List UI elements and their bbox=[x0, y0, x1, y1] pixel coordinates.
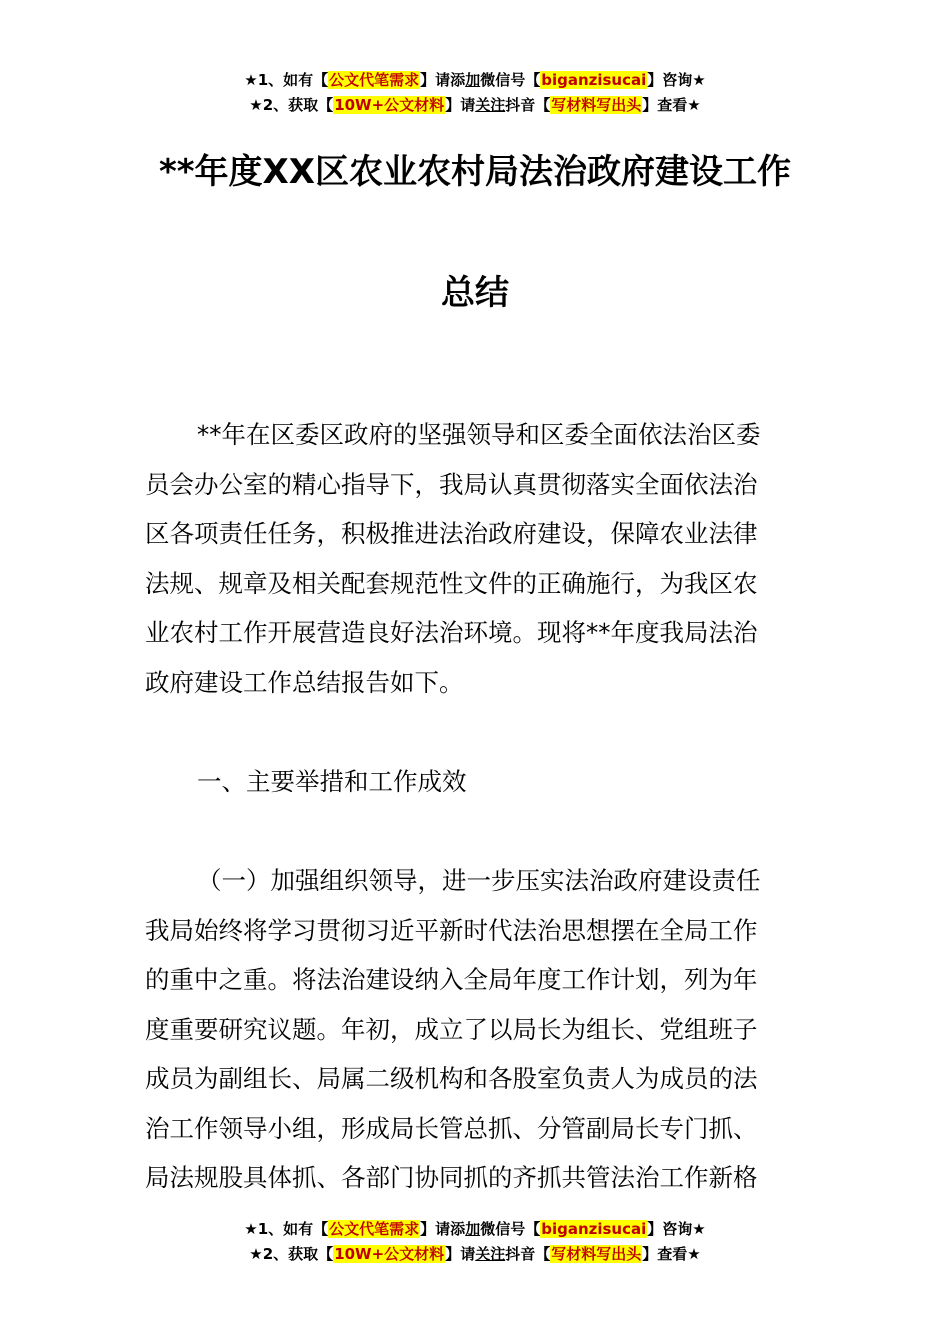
banner-text: 微信号【 bbox=[480, 71, 541, 89]
paragraph-line: 我局始终将学习贯彻习近平新时代法治思想摆在全局工作 bbox=[145, 915, 758, 945]
intro-paragraph bbox=[145, 410, 810, 707]
paragraph-line: 局法规股具体抓、各部门协同抓的齐抓共管法治工作新格 bbox=[145, 1163, 758, 1192]
paragraph-line: 业农村工作开展营造良好法治环境。现将**年度我局法治 bbox=[145, 618, 758, 647]
banner-text: 】查看★ bbox=[642, 96, 701, 114]
section-heading bbox=[145, 757, 810, 807]
banner-line-2 bbox=[0, 93, 950, 118]
banner-text: 抖音【 bbox=[505, 96, 551, 114]
banner-text: 】咨询★ bbox=[647, 1220, 706, 1238]
highlight-service: 公文代笔需求 bbox=[329, 1220, 420, 1238]
banner-text: 】请添 bbox=[420, 1220, 466, 1238]
highlight-materials: 10W+公文材料 bbox=[334, 96, 445, 114]
banner-text: 抖音【 bbox=[505, 1245, 551, 1263]
banner-line-1 bbox=[0, 1217, 950, 1242]
highlight-douyin-account: 写材料写出头 bbox=[551, 1245, 642, 1263]
paragraph-line: （一）加强组织领导，进一步压实法治政府建设责任 bbox=[197, 866, 761, 895]
paragraph-line: 治工作领导小组，形成局长管总抓、分管副局长专门抓、 bbox=[145, 1113, 758, 1143]
highlight-douyin-account: 写材料写出头 bbox=[551, 96, 642, 114]
banner-line-2 bbox=[0, 1242, 950, 1267]
banner-text: ★1、如有【 bbox=[244, 1220, 329, 1238]
banner-text-underlined: 关注 bbox=[475, 96, 506, 114]
highlight-wechat-id: biganzisucai bbox=[541, 1220, 647, 1238]
banner-text: ★1、如有【 bbox=[244, 71, 329, 89]
highlight-wechat-id: biganzisucai bbox=[541, 71, 647, 89]
paragraph-line: 员会办公室的精心指导下，我局认真贯彻落实全面依法治 bbox=[145, 469, 758, 499]
banner-text-underlined: 加 bbox=[465, 71, 481, 89]
banner-text: 】请 bbox=[445, 1245, 476, 1263]
document-title-line-1: **年度XX区农业农村局法治政府建设工作 bbox=[159, 152, 791, 192]
paragraph-line: 法规、规章及相关配套规范性文件的正确施行，为我区农 bbox=[145, 568, 758, 598]
section-paragraph bbox=[145, 856, 810, 1203]
banner-text: 微信号【 bbox=[480, 1220, 541, 1238]
document-title-line-2: 总结 bbox=[441, 273, 509, 313]
paragraph-line: 成员为副组长、局属二级机构和各股室负责人为成员的法 bbox=[145, 1064, 758, 1093]
paragraph-line: 区各项责任任务，积极推进法治政府建设，保障农业法律 bbox=[145, 519, 758, 548]
section-heading-text: 一、主要举措和工作成效 bbox=[197, 767, 467, 796]
banner-text: ★2、获取【 bbox=[249, 96, 334, 114]
banner-text: 】请 bbox=[445, 96, 476, 114]
banner-text: 】咨询★ bbox=[647, 71, 706, 89]
paragraph-line: 度重要研究议题。年初，成立了以局长为组长、党组班子 bbox=[145, 1014, 758, 1044]
footer-banner bbox=[0, 1217, 950, 1267]
banner-text: 】请添 bbox=[420, 71, 466, 89]
paragraph-line: **年在区委区政府的坚强领导和区委全面依法治区委 bbox=[197, 420, 761, 449]
banner-text: ★2、获取【 bbox=[249, 1245, 334, 1263]
header-banner bbox=[0, 68, 950, 118]
paragraph-line: 的重中之重。将法治建设纳入全局年度工作计划，列为年 bbox=[145, 965, 758, 994]
highlight-materials: 10W+公文材料 bbox=[334, 1245, 445, 1263]
banner-text-underlined: 关注 bbox=[475, 1245, 506, 1263]
paragraph-line: 政府建设工作总结报告如下。 bbox=[145, 667, 464, 697]
banner-line-1 bbox=[0, 68, 950, 93]
banner-text-underlined: 加 bbox=[465, 1220, 481, 1238]
highlight-service: 公文代笔需求 bbox=[329, 71, 420, 89]
banner-text: 】查看★ bbox=[642, 1245, 701, 1263]
